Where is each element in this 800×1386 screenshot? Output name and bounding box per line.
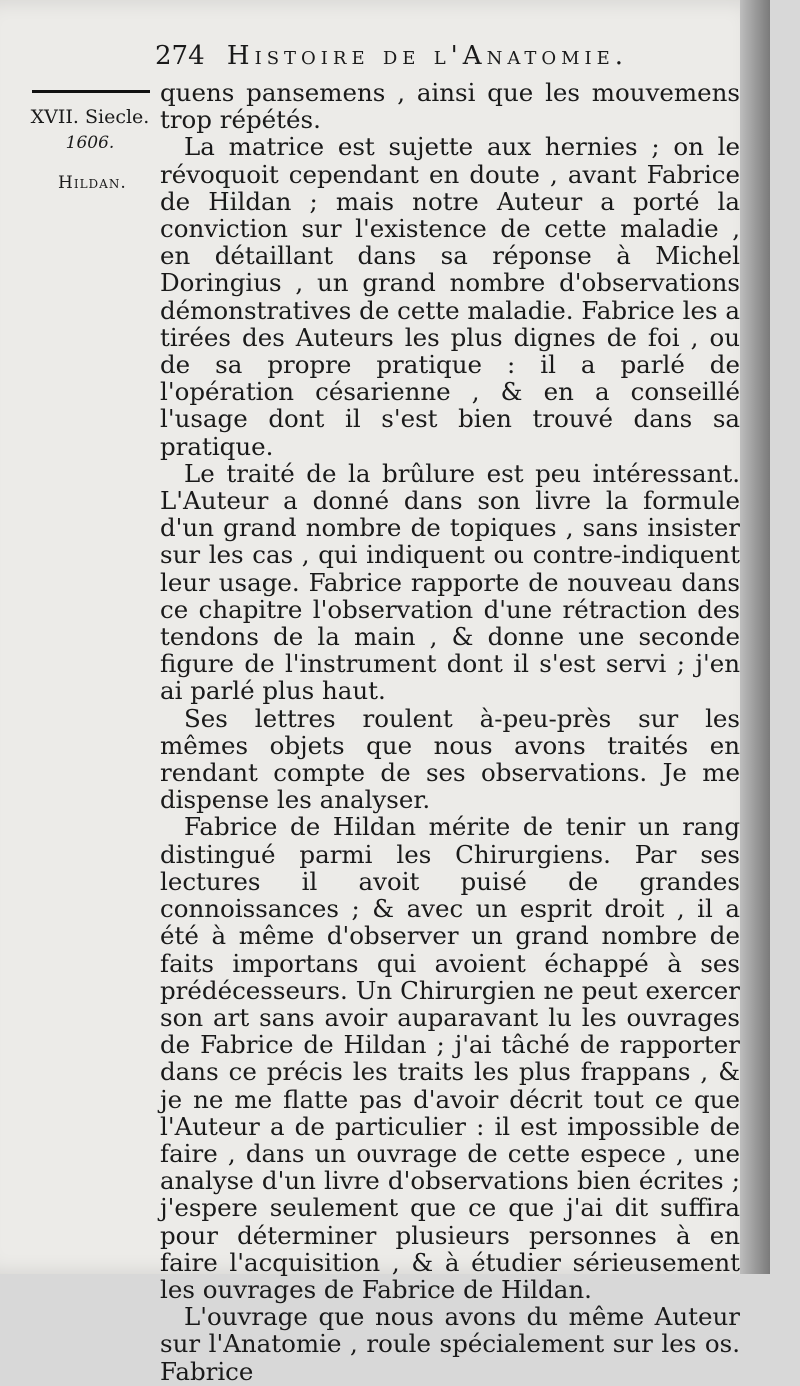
running-title: Histoire de l'Anatomie. bbox=[226, 41, 629, 71]
paragraph-continuation: quens pansemens , ainsi que les mouvemens trop répétés. bbox=[160, 78, 740, 135]
body-text bbox=[160, 79, 740, 1385]
page-gutter-shadow bbox=[740, 0, 770, 1274]
paragraph-anatomie: L'ouvrage que nous avons du même Auteur sur l'Anatomie , roule spécialement sur les os. Fabrice bbox=[160, 1302, 740, 1386]
margin-note-name: Hildan. bbox=[58, 173, 127, 193]
margin-rule bbox=[32, 90, 150, 93]
page-header bbox=[155, 36, 695, 76]
paragraph-hernies: La matrice est sujette aux hernies ; on le révoquoit cependant en doute , avant Fabrice de Hildan ; mais notre Auteur a porté la conviction sur l'existence de cette maladie , en détaillant dans sa réponse à Michel Doringius , un grand nombre d'observations démonstratives de cette maladie. Fabrice les a tirées des Auteurs les plus dignes de foi , ou de sa propre pratique : il a parlé de l'opération césarienne , & en a conseillé l'usage dont il s'est bien trouvé dans sa pratique. bbox=[160, 132, 740, 461]
paragraph-lettres: Ses lettres roulent à-peu-près sur les mêmes objets que nous avons traités en rendant compte de ses observations. Je me dispense les analyser. bbox=[160, 703, 740, 815]
paragraph-merite: Fabrice de Hildan mérite de tenir un rang distingué parmi les Chirurgiens. Par ses lectures il avoit puisé de grandes connoissances ; & avec un esprit droit , il a été à même d'observer un grand nombre de faits importans qui avoient échappé à ses prédécesseurs. Un Chirurgien ne peut exercer son art sans avoir auparavant lu les ouvrages de Fabrice de Hildan ; j'ai tâché de rapporter dans ce précis les traits les plus frappans , & je ne me flatte pas d'avoir décrit tout ce que l'Auteur a de particulier : il est impossible de faire , dans un ouvrage de cette espece , une analyse d'un livre d'observations bien écrites ; j'espere seulement que ce que j'ai dit suffira pour déterminer plusieurs personnes à en faire l'acquisition , & à étudier sérieusement les ouvrages de Fabrice de Hildan. bbox=[160, 812, 740, 1304]
margin-note-century: XVII. Siecle. bbox=[30, 106, 150, 128]
page-number: 274 bbox=[155, 41, 205, 71]
margin-note-year: 1606. bbox=[65, 133, 115, 153]
paragraph-brulure: Le traité de la brûlure est peu intéressant. L'Auteur a donné dans son livre la formule d'un grand nombre de topiques , sans insister sur les cas , qui indiquent ou contre-indiquent leur usage. Fabrice rapporte de nouveau dans ce chapitre l'observation d'une rétraction des tendons de la main , & donne une seconde figure de l'instrument dont il s'est servi ; j'en ai parlé plus haut. bbox=[160, 458, 740, 706]
